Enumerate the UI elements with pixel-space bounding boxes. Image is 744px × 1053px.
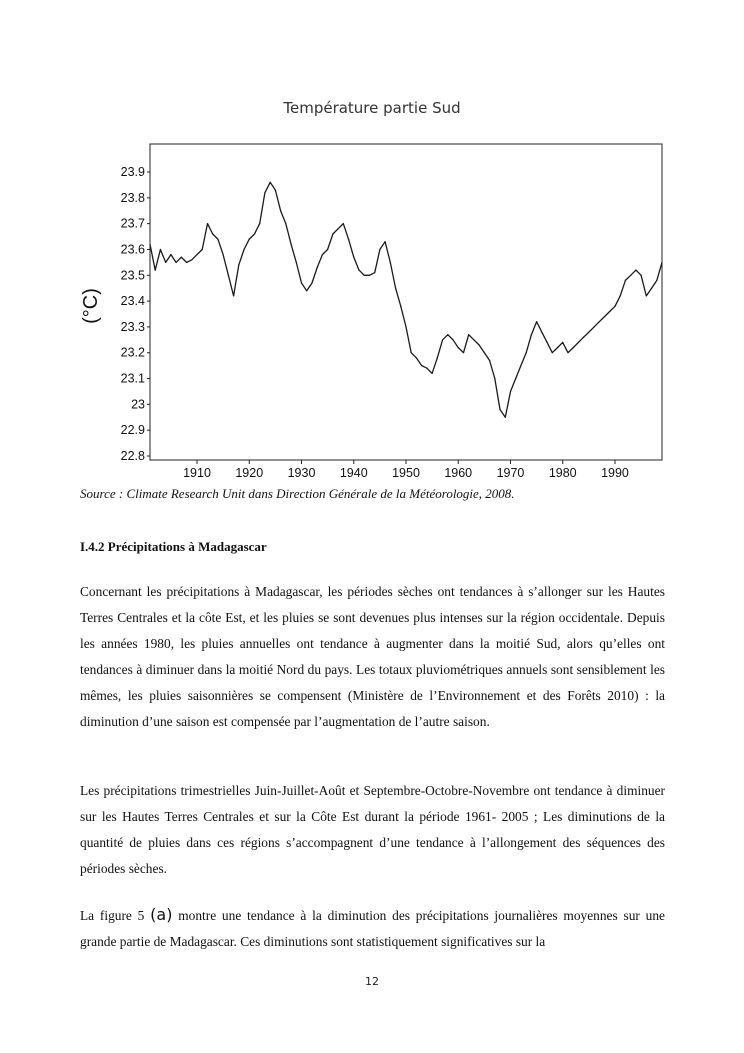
data-point [160,249,161,250]
data-point [191,259,192,260]
data-point [275,190,276,191]
data-point [291,244,292,245]
data-point [301,282,302,283]
data-point [437,357,438,358]
y-tick-label: 23.1 [120,371,145,386]
data-point [547,342,548,343]
y-axis-ticks [121,165,150,463]
data-point [562,342,563,343]
data-point [306,290,307,291]
data-point [661,262,662,263]
data-point [186,262,187,263]
data-point [358,270,359,271]
data-point [604,316,605,317]
data-point [379,249,380,250]
data-point [285,223,286,224]
data-point [348,239,349,240]
data-point [573,347,574,348]
y-tick-label: 23.3 [120,319,145,334]
data-point [463,352,464,353]
data-point [270,182,271,183]
data-point [181,257,182,258]
series-line-temperature [150,182,662,417]
y-tick-label: 23.8 [120,190,145,205]
data-point [473,339,474,340]
axes [150,144,662,460]
data-point [484,352,485,353]
paragraph-1: Concernant les précipitations à Madagascar, les périodes sèches ont tendances à s’allonger sur les Hautes Terres Centrales et la côte Est, et les pluies se sont devenues plus intenses sur la région occidentale. Depuis les années 1980, les pluies annuelles ont tendance à augmenter dans la moitié Sud, alors qu’elles ont tendances à diminuer dans la moitié Nord du pays. Les totaux pluviométriques annuels sont sensiblement les mêmes, les pluies saisonnières se compensent (Ministère de l’Environnement et des Forêts 2010) : la diminution d’une saison est compensée par l’augmentation de l’autre saison. [80,584,665,729]
data-point [479,344,480,345]
data-point [155,270,156,271]
data-point [385,241,386,242]
data-point [228,275,229,276]
data-point [625,280,626,281]
x-tick-label: 1980 [548,466,577,480]
figure-source-caption: Source : Climate Research Unit dans Direction Générale de la Météorologie, 2008. [80,486,515,501]
data-point [212,233,213,234]
data-point [515,378,516,379]
paragraph-3-start: La figure 5 [80,908,151,923]
paragraph-2: Les précipitations trimestrielles Juin-Juillet-Août et Septembre-Octobre-Novembre ont tendance à diminuer sur les Hautes Terres Centrales et sur la Côte Est durant la période 1961- 2005 ; Les diminutions de la quantité de pluies dans ces régions s’accompagnent d’une tendance à l’allongement des séquences des périodes sèches. [80,783,665,876]
data-point [609,311,610,312]
data-point [646,295,647,296]
data-point [223,254,224,255]
data-point [390,262,391,263]
data-point [249,239,250,240]
x-tick-label: 1940 [339,466,368,480]
data-point [531,334,532,335]
y-tick-label: 23.4 [120,294,145,309]
data-point [369,275,370,276]
data-point [594,326,595,327]
x-tick-label: 1990 [601,466,629,480]
data-point [149,244,150,245]
data-point [614,306,615,307]
paragraph-3 [80,902,665,955]
figure-reference: (a) [150,905,173,924]
data-point [505,417,506,418]
data-point [207,223,208,224]
data-point [317,267,318,268]
data-point [343,223,344,224]
data-point [338,228,339,229]
data-point [327,249,328,250]
data-point [526,352,527,353]
data-point [296,262,297,263]
y-tick-label: 23.2 [120,345,145,360]
data-point [170,254,171,255]
data-point [176,262,177,263]
data-point [421,365,422,366]
data-point [447,334,448,335]
x-tick-label: 1960 [444,466,473,480]
data-point [468,334,469,335]
data-point [374,272,375,273]
data-point [353,257,354,258]
data-point [583,337,584,338]
data-point [405,326,406,327]
y-tick-label: 23.5 [120,268,145,283]
x-tick-label: 1910 [183,466,211,480]
data-point [499,409,500,410]
data-point [520,365,521,366]
data-point [552,352,553,353]
data-point [452,339,453,340]
data-point [442,339,443,340]
data-point [588,332,589,333]
data-point [416,357,417,358]
data-point [311,282,312,283]
data-point [656,280,657,281]
data-point [599,321,600,322]
x-tick-label: 1950 [392,466,420,480]
data-point [364,275,365,276]
data-point [395,288,396,289]
y-tick-label: 23.9 [120,165,145,179]
data-point [510,391,511,392]
data-point [264,192,265,193]
data-point [322,254,323,255]
data-point [202,249,203,250]
data-point [165,262,166,263]
data-point [651,288,652,289]
data-point [254,233,255,234]
y-tick-label: 22.8 [120,449,145,463]
data-point [243,249,244,250]
data-point [489,360,490,361]
x-tick-label: 1930 [287,466,316,480]
data-point [332,233,333,234]
data-point [630,275,631,276]
x-tick-label: 1920 [235,466,264,480]
data-point [557,347,558,348]
chart-series [149,182,662,418]
y-tick-label: 23 [131,397,145,412]
data-point [196,254,197,255]
data-point [233,295,234,296]
x-axis-ticks [183,460,629,480]
data-point [400,306,401,307]
data-point [411,352,412,353]
data-point [567,352,568,353]
data-point [494,378,495,379]
y-tick-label: 22.9 [120,423,145,438]
page-number: 12 [365,975,379,988]
data-point [217,239,218,240]
chart-title: Température partie Sud [283,99,461,117]
y-axis-label: (°C) [80,288,102,324]
paragraph-3-end: montre une tendance à la diminution des précipitations journalières moyennes sur une grande partie de Madagascar. Ces diminutions sont statistiquement significatives sur la [80,908,665,949]
data-point [458,347,459,348]
section-heading: I.4.2 Précipitations à Madagascar [80,539,267,554]
data-point [641,275,642,276]
data-point [238,264,239,265]
data-point [259,223,260,224]
temperature-line-chart [80,138,680,483]
data-point [620,295,621,296]
data-point [426,368,427,369]
y-tick-label: 23.6 [120,242,145,257]
y-tick-label: 23.7 [120,216,145,231]
x-tick-label: 1970 [496,466,525,480]
data-point [432,373,433,374]
data-point [280,210,281,211]
plot-frame [150,144,662,460]
data-point [536,321,537,322]
data-point [635,270,636,271]
data-point [578,342,579,343]
data-point [541,332,542,333]
